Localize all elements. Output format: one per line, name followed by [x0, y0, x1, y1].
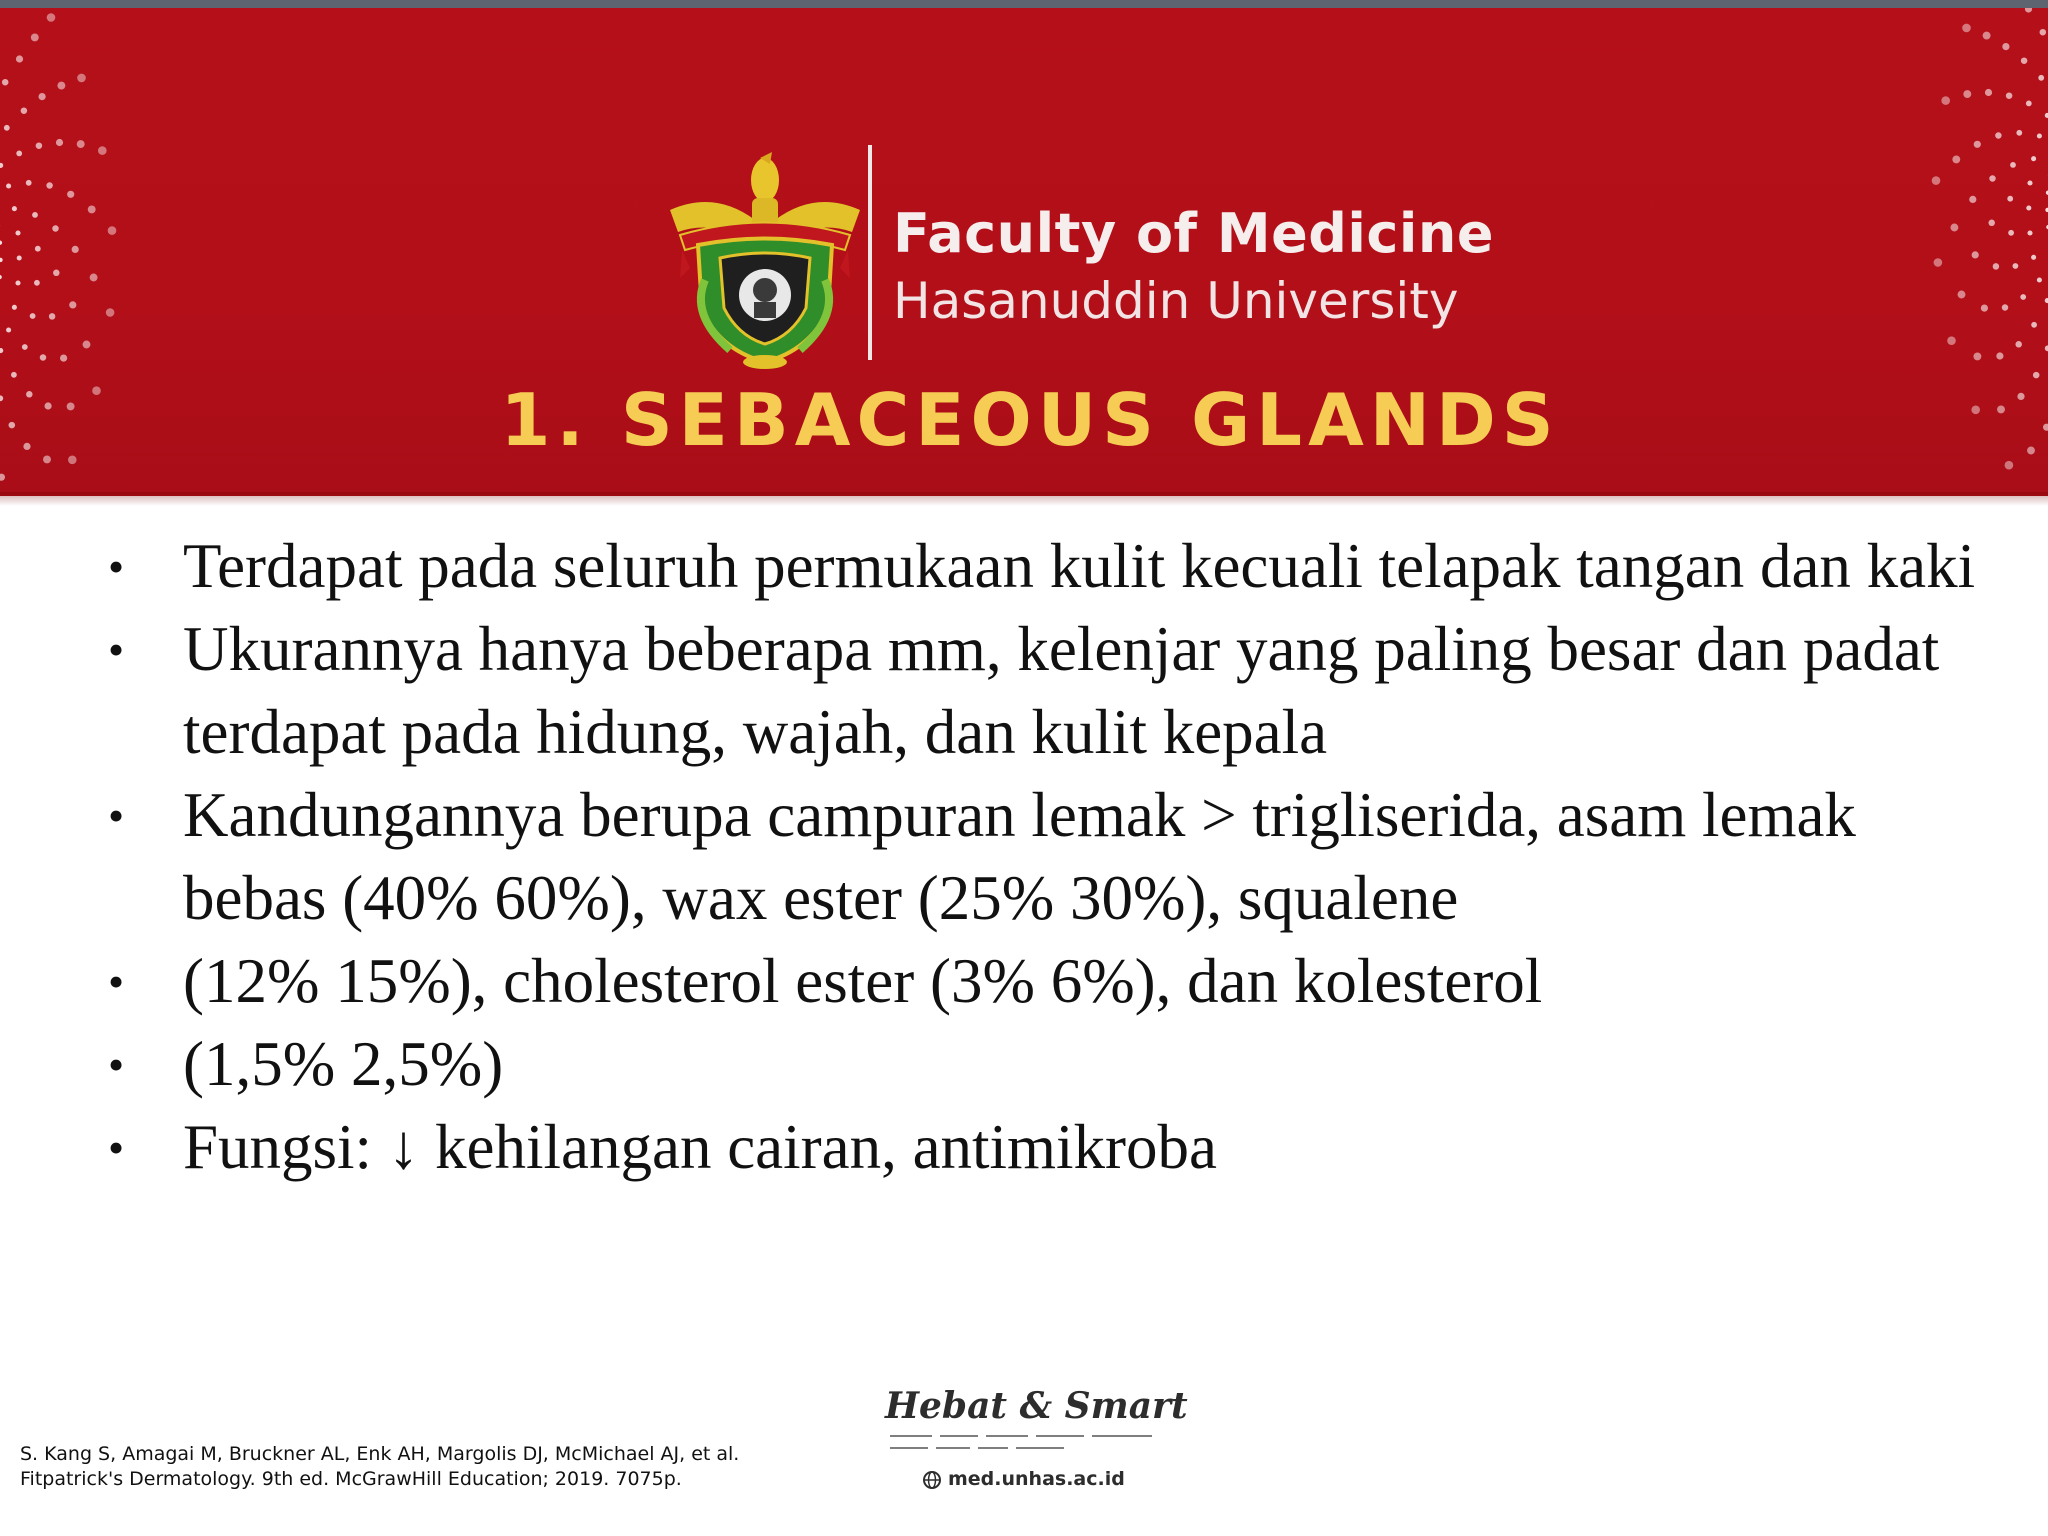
bullet-item: [100, 1023, 2000, 1106]
decorative-dot: [2020, 294, 2026, 300]
decorative-dot: [2031, 322, 2037, 328]
decorative-dot: [2027, 230, 2032, 235]
decorative-dot: [56, 139, 63, 146]
decorative-dot: [16, 55, 23, 62]
faculty-title: Faculty of Medicine: [893, 202, 1494, 265]
decorative-dot: [0, 474, 5, 481]
decorative-dot: [2013, 263, 2019, 269]
decorative-dot: [57, 82, 65, 90]
decorative-dot: [1962, 24, 1971, 33]
decorative-dot: [6, 327, 11, 332]
decorative-dot: [4, 125, 10, 131]
decorative-dot: [67, 191, 74, 198]
banner-shadow: [0, 492, 2048, 506]
decorative-dot: [1995, 132, 2002, 139]
decorative-dot: [1973, 352, 1981, 360]
bullet-marker: •: [108, 541, 125, 592]
decorative-dot: [77, 74, 86, 83]
decorative-dot: [15, 280, 20, 285]
decorative-dot: [0, 163, 3, 168]
decorative-dot: [83, 341, 91, 349]
decorative-dot: [98, 146, 107, 155]
decorative-dot: [1969, 196, 1976, 203]
decorative-dot: [34, 280, 40, 286]
decorative-dot: [1996, 352, 2003, 359]
decorative-dot: [1972, 251, 1979, 258]
decorative-dot: [2031, 255, 2036, 260]
decorative-dot: [1947, 336, 1956, 345]
decorative-dot: [46, 182, 53, 189]
slide-title: 1. SEBACEOUS GLANDS: [500, 378, 1560, 462]
bullet-item: [100, 1106, 2000, 1189]
decorative-dot: [12, 206, 17, 211]
decorative-dot: [47, 13, 56, 22]
decorative-dot: [2002, 304, 2009, 311]
decorative-dot: [22, 344, 28, 350]
decorative-dot: [1950, 224, 1958, 232]
decorative-dot: [2021, 57, 2028, 64]
decorative-dot: [2002, 43, 2009, 50]
decorative-dot: [1981, 305, 1988, 312]
decorative-dot: [1963, 90, 1971, 98]
decorative-dot: [0, 258, 3, 262]
decorative-dot: [1988, 220, 1995, 227]
bullet-item: [100, 525, 2000, 608]
decorative-dot: [52, 225, 59, 232]
decorative-dot: [2, 79, 9, 86]
decorative-dot: [36, 142, 43, 149]
decorative-dot: [40, 354, 47, 361]
decorative-dot: [15, 230, 20, 235]
decorative-dot: [2026, 205, 2031, 210]
decorative-dot: [1974, 141, 1981, 148]
decorative-dot: [1985, 89, 1992, 96]
decorative-dot: [0, 348, 3, 353]
bullet-marker: •: [108, 1122, 125, 1173]
bullet-item: [100, 608, 2000, 774]
footer-website: med.unhas.ac.id: [948, 1468, 1125, 1490]
bullet-text: Kandungannya berupa campuran lemak > trigliserida, asam lemak bebas (40% 60%), wax ester (25% 30%), squalene: [183, 780, 1856, 933]
bullet-text: (1,5% 2,5%): [183, 1029, 504, 1099]
decorative-dot: [77, 140, 85, 148]
decorative-dot: [6, 183, 11, 188]
decorative-dot: [2005, 461, 2014, 470]
university-crest-icon: [660, 150, 870, 370]
decorative-dot: [2031, 156, 2036, 161]
decorative-dot: [2015, 341, 2022, 348]
faculty-subtitle: Hasanuddin University: [893, 272, 1459, 330]
decorative-dot: [1952, 155, 1960, 163]
decorative-dot: [2037, 277, 2042, 282]
decorative-dot: [2010, 162, 2016, 168]
bullet-text: (12% 15%), cholesterol ester (3% 6%), dan kolesterol: [183, 946, 1543, 1016]
decorative-dot: [2026, 101, 2032, 107]
decorative-dot: [1934, 258, 1943, 267]
decorative-dot: [2008, 230, 2014, 236]
decorative-dot: [1983, 32, 1991, 40]
bullet-list: [100, 525, 2000, 1189]
decorative-dot: [32, 212, 38, 218]
decorative-dot: [1989, 175, 1996, 182]
decorative-dot: [1993, 263, 2000, 270]
decorative-dot: [1958, 291, 1966, 299]
decorative-dot: [17, 255, 22, 260]
decorative-dot: [108, 226, 117, 235]
bullet-marker: •: [108, 1039, 125, 1090]
decorative-dot: [88, 205, 96, 213]
bullet-item: [100, 774, 2000, 940]
decorative-dot: [30, 313, 36, 319]
decorative-dot: [39, 93, 46, 100]
decorative-dot: [2006, 92, 2013, 99]
decorative-dot: [11, 372, 17, 378]
bullet-text: Fungsi: ↓ kehilangan cairan, antimikroba: [183, 1112, 1217, 1182]
decorative-dot: [2027, 180, 2032, 185]
bullet-marker: •: [108, 624, 125, 675]
decorative-dot: [1941, 96, 1950, 105]
decorative-dot: [2037, 133, 2042, 138]
bullet-item: [100, 940, 2000, 1023]
decorative-dot: [60, 355, 67, 362]
reference-citation: S. Kang S, Amagai M, Bruckner AL, Enk AH, Margolis DJ, McMichael AJ, et al. Fitpatrick's Dermatology. 9th ed. McGrawHill Education; 2019. 7075p.: [20, 1443, 740, 1490]
decorative-dot: [2007, 196, 2013, 202]
decorative-dot: [35, 246, 41, 252]
decorative-dot: [21, 107, 28, 114]
footer-tagline: Hebat & Smart: [885, 1385, 1188, 1427]
bullet-text: Terdapat pada seluruh permukaan kulit kecuali telapak tangan dan kaki: [183, 531, 1976, 601]
decorative-dot: [0, 275, 2, 279]
decorative-dot: [49, 313, 56, 320]
decorative-dot: [0, 241, 2, 245]
decorative-dot: [106, 308, 115, 317]
bullet-text: Ukurannya hanya beberapa mm, kelenjar yang paling besar dan padat terdapat pada hidung, wajah, dan kulit kepala: [183, 614, 1940, 767]
decorative-dot: [26, 180, 32, 186]
decorative-dot: [2040, 29, 2047, 36]
decorative-dot: [16, 151, 22, 157]
decorative-dot: [53, 270, 60, 277]
decorative-dot: [12, 305, 17, 310]
decorative-dot: [31, 33, 39, 41]
tagline-fineprint-decoration: [888, 1430, 1156, 1460]
decorative-dot: [2016, 130, 2022, 136]
decorative-dot: [69, 301, 76, 308]
decorative-dot: [1932, 176, 1941, 185]
decorative-dot: [90, 274, 98, 282]
bullet-marker: •: [108, 956, 125, 1007]
header-divider: [868, 145, 872, 360]
decorative-dot: [2025, 8, 2032, 13]
decorative-dot: [2038, 75, 2044, 81]
top-rule: [0, 0, 2048, 8]
bullet-marker: •: [108, 790, 125, 841]
decorative-dot: [72, 246, 79, 253]
